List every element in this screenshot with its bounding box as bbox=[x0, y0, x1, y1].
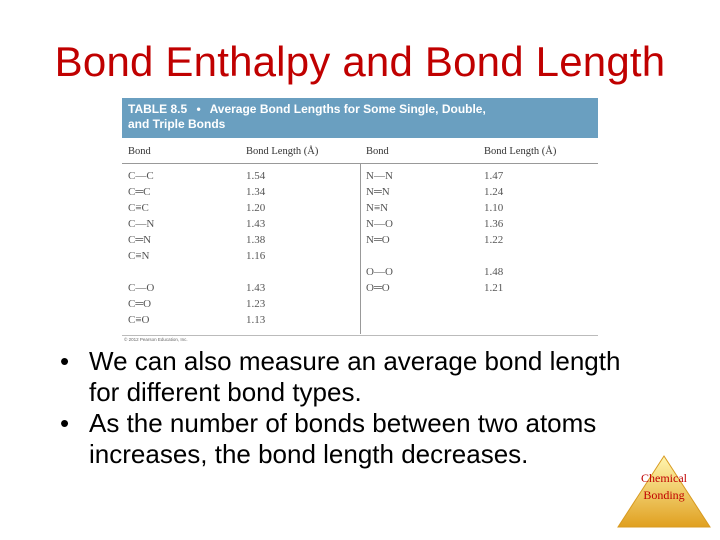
bond-cell: N—O bbox=[366, 218, 393, 230]
bullet-list bbox=[60, 346, 680, 470]
length-cell: 1.24 bbox=[484, 186, 504, 198]
table-row bbox=[128, 186, 598, 202]
column-header-bond-1: Bond bbox=[128, 146, 151, 157]
length-cell: 1.43 bbox=[246, 282, 266, 294]
bond-cell: N═O bbox=[366, 234, 390, 246]
bond-cell: C═C bbox=[128, 186, 151, 198]
bond-cell: N—N bbox=[366, 170, 393, 182]
table-row bbox=[128, 250, 598, 266]
length-cell: 1.23 bbox=[246, 298, 266, 310]
table-number: TABLE 8.5 bbox=[128, 102, 188, 116]
table-column-headers bbox=[122, 146, 598, 162]
bond-cell: C—C bbox=[128, 170, 154, 182]
column-header-length-2: Bond Length (Å) bbox=[484, 146, 557, 157]
bond-cell: N═N bbox=[366, 186, 390, 198]
length-cell: 1.16 bbox=[246, 250, 266, 262]
table-row bbox=[128, 234, 598, 250]
bullet-dot: • bbox=[60, 408, 70, 438]
length-cell: 1.36 bbox=[484, 218, 504, 230]
bottom-rule bbox=[122, 335, 598, 336]
bullet-item bbox=[60, 408, 680, 470]
bond-cell: C≡C bbox=[128, 202, 149, 214]
table-caption bbox=[122, 98, 598, 138]
bullet-text-line: We can also measure an average bond length bbox=[89, 346, 621, 376]
table-row bbox=[128, 282, 598, 298]
table-row bbox=[128, 298, 598, 314]
table-separator: • bbox=[196, 102, 201, 116]
bond-cell: O═O bbox=[366, 282, 390, 294]
bond-length-table bbox=[122, 98, 598, 345]
bullet-text-line: for different bond types. bbox=[89, 377, 362, 407]
length-cell: 1.22 bbox=[484, 234, 504, 246]
slide-title: Bond Enthalpy and Bond Length bbox=[54, 38, 666, 85]
nav-label-line1: Chemical bbox=[641, 471, 687, 485]
length-cell: 1.43 bbox=[246, 218, 266, 230]
length-cell: 1.54 bbox=[246, 170, 266, 182]
nav-label-line2: Bonding bbox=[643, 488, 685, 502]
bond-cell: C≡N bbox=[128, 250, 150, 262]
length-cell: 1.20 bbox=[246, 202, 266, 214]
length-cell: 1.13 bbox=[246, 314, 266, 326]
length-cell: 1.34 bbox=[246, 186, 266, 198]
bullet-text-line: increases, the bond length decreases. bbox=[89, 439, 529, 469]
bond-cell: N≡N bbox=[366, 202, 389, 214]
table-row bbox=[128, 314, 598, 330]
bullet-dot: • bbox=[60, 346, 70, 376]
table-row bbox=[128, 218, 598, 234]
bullet-text-line: As the number of bonds between two atoms bbox=[89, 408, 597, 438]
table-row bbox=[128, 266, 598, 282]
bond-cell: C—O bbox=[128, 282, 155, 294]
table-row bbox=[128, 170, 598, 186]
length-cell: 1.21 bbox=[484, 282, 504, 294]
table-caption-line2: and Triple Bonds bbox=[128, 117, 226, 131]
length-cell: 1.47 bbox=[484, 170, 504, 182]
bond-cell: C═O bbox=[128, 298, 152, 310]
bond-cell: C—N bbox=[128, 218, 155, 230]
table-row bbox=[128, 202, 598, 218]
table-caption-line1: Average Bond Lengths for Some Single, Double, bbox=[209, 102, 486, 116]
chemical-bonding-nav-label[interactable] bbox=[616, 470, 712, 504]
bond-cell: O—O bbox=[366, 266, 393, 278]
bullet-item bbox=[60, 346, 680, 408]
length-cell: 1.38 bbox=[246, 234, 266, 246]
length-cell: 1.48 bbox=[484, 266, 504, 278]
copyright-note: © 2012 Pearson Education, Inc. bbox=[124, 337, 188, 342]
bond-cell: C≡O bbox=[128, 314, 150, 326]
column-header-bond-2: Bond bbox=[366, 146, 389, 157]
column-header-length-1: Bond Length (Å) bbox=[246, 146, 319, 157]
length-cell: 1.10 bbox=[484, 202, 504, 214]
bond-cell: C═N bbox=[128, 234, 152, 246]
